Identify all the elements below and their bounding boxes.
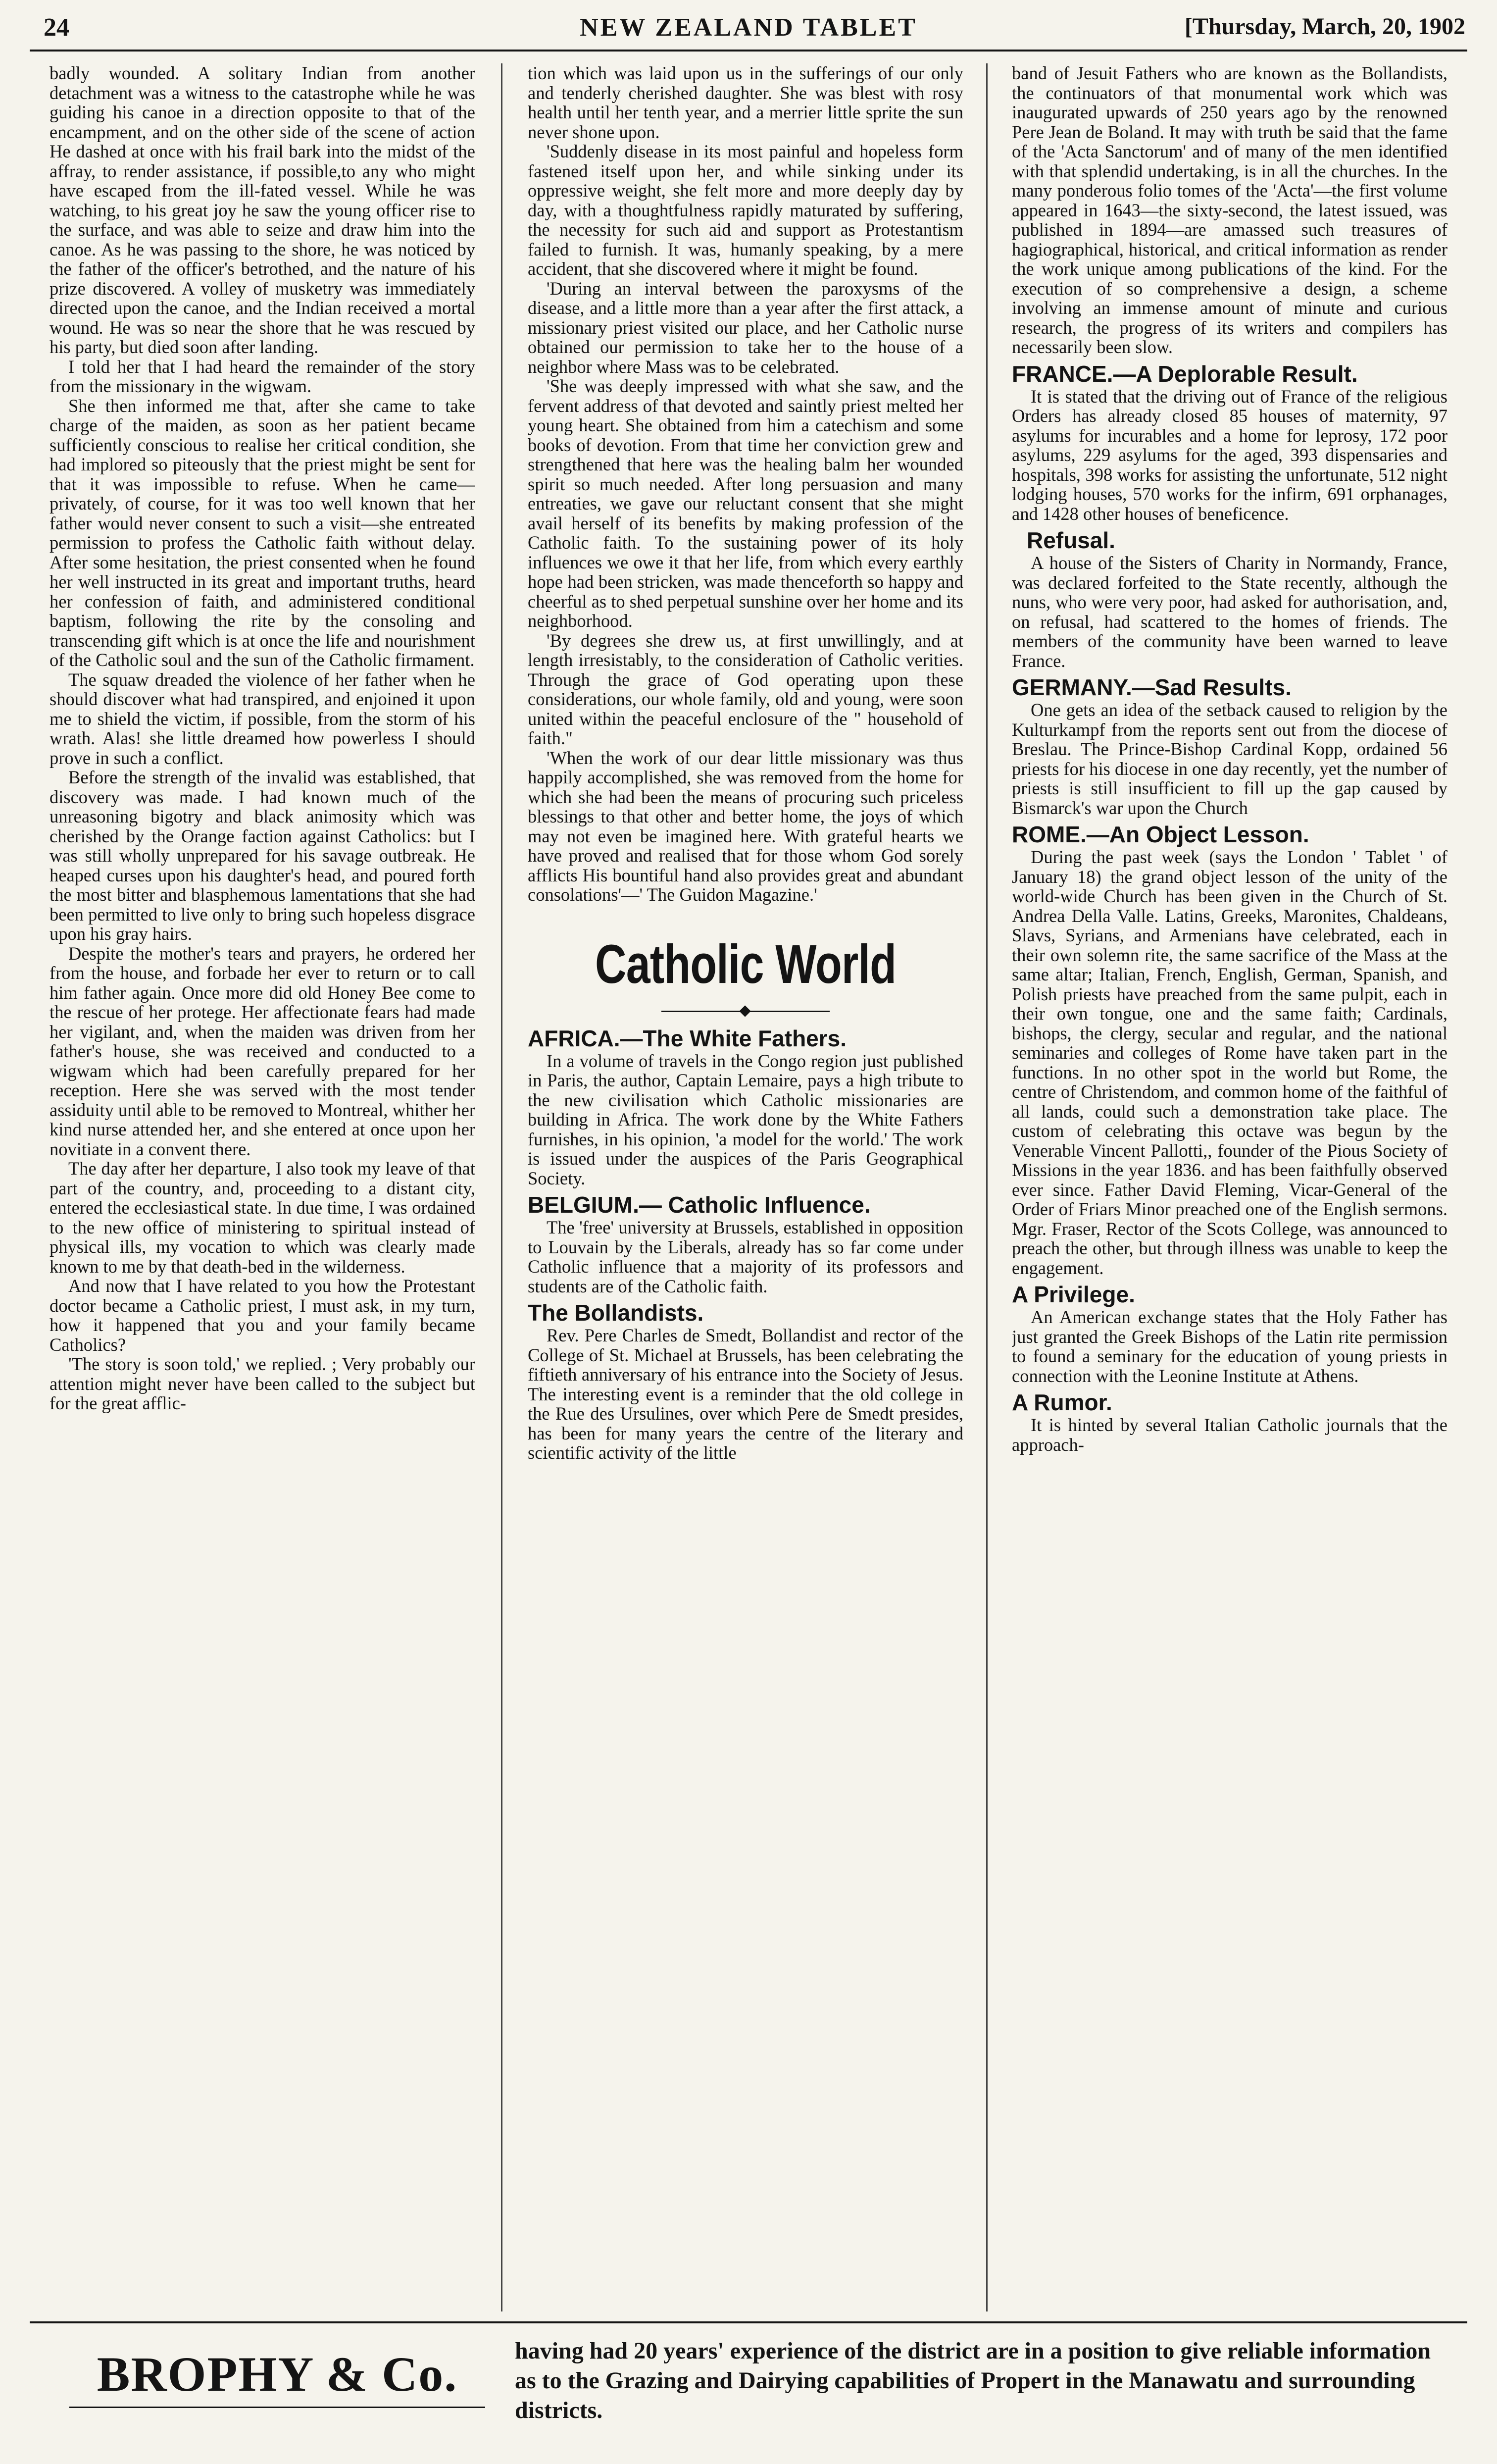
paragraph: The squaw dreaded the violence of her father when he should discover what had transpired, and enjoined it upon me to shield the victim, if possible, from the storm of his wrath. Alas! she little dreamed how powerless I should prove in such a conflict. — [50, 669, 475, 768]
paragraph: badly wounded. A solitary Indian from another detachment was a witness to the catastrophe while he was guiding his canoe in a direction opposite to that of the encampment, and on the other side of the scene of action He dashed at once with his frail bark into the midst of the affray, to render assistance, if possible,to any who might have escaped from the ill-fated vessel. While he was watching, to his great joy he saw the young officer rise to the surface, and was able to seize and draw him into the canoe. As he was passing to the shore, he was noticed by the father of the officer's betrothed, and the nature of his prize discovered. A volley of musketry was immediately directed upon the canoe, and the Indian received a mortal wound. He was so near the shore that he was rescued by his party, but died soon after landing. — [50, 63, 475, 357]
brand-underline — [69, 2407, 485, 2408]
header-rule — [30, 50, 1467, 51]
paragraph: tion which was laid upon us in the sufferings of our only and tenderly cherished daughter. She was blest with rosy health until her tenth year, and a merrier little sprite the sun never shone upon. — [528, 63, 963, 142]
article-body: Rev. Pere Charles de Smedt, Bollandist and rector of the College of St. Michael at Brussels, has been celebrating the fiftieth anniversary of his entrance into the Society of Jesus. The interesting event is a reminder that the old college in the Rue des Ursulines, over which Pere de Smedt presides, has been for many years the centre of the literary and scientific activity of the little — [528, 1325, 963, 1463]
paragraph: 'She was deeply impressed with what she saw, and the fervent address of that devoted and saintly priest melted her young heart. She obtained from him a catechism and some books of devotion. From that time her conviction grew and strengthened that here was the healing balm her wounded spirit so much needed. After long persuasion and many entreaties, we gave our reluctant consent that she might avail herself of its benefits by making profession of the Catholic faith. To the sustaining power of its holy influences we owe it that her life, from which every earthly hope had been stricken, was made thenceforth so happy and cheerful as to shed perpetual sunshine over her home and its neighborhood. — [528, 376, 963, 631]
article-body: An American exchange states that the Holy Father has just granted the Greek Bishops of the Latin rite permission to found a seminary for the education of young priests in connection with the Leonine Institute at Athens. — [1012, 1307, 1447, 1386]
paragraph: Before the strength of the invalid was established, that discovery was made. I had known much of the unreasoning bigotry and black animosity which was cherished by the Orange faction against Catholics: but I was still wholly unprepared for his savage outbreak. He heaped curses upon his daughter's head, and poured forth the most bitter and blasphemous lamentations that she had been permitted to live only to bring such hopeless disgrace upon his gray hairs. — [50, 767, 475, 944]
article-heading: A Privilege. — [1012, 1282, 1135, 1307]
article-body: One gets an idea of the setback caused to religion by the Kulturkampf from the reports sent out from the diocese of Breslau. The Prince-Bishop Cardinal Kopp, ordained 56 priests for his diocese in one day recently, yet the number of priests is still insufficient to fill up the gap caused by Bismarck's war upon the Church — [1012, 700, 1447, 818]
paragraph: band of Jesuit Fathers who are known as the Bollandists, the continuators of that monumental work which was inaugurated upwards of 250 years ago by the renowned Pere Jean de Boland. It may with truth be said that the fame of the 'Acta Sanctorum' and of many of the men identified with that splendid undertaking, is in all the churches. In the many ponderous folio tomes of the 'Acta'—the first volume appeared in 1643—the sixty-second, the latest issued, was published in 1894—are amassed such treasures of hagiographical, historical, and critical information as render the work unique among publications of the kind. For the execution of so comprehensive a design, a scheme involving an immense amount of minute and curious research, the progress of its writers and compilers has necessarily been slow. — [1012, 63, 1447, 357]
advert-brand: BROPHY & Co. — [97, 2347, 458, 2402]
column-2 — [528, 63, 963, 2307]
paragraph: 'By degrees she drew us, at first unwillingly, and at length irresistably, to the consideration of Catholic verities. Through the grace of God operating upon these considerations, our whole family, old and young, were soon united within the peaceful enclosure of the " household of faith." — [528, 630, 963, 748]
paragraph: 'When the work of our dear little missionary was thus happily accomplished, she was removed from the home for which she had been the means of procuring such priceless blessings to that other and better home, the joys of which may not even be imagined here. With grateful hearts we have proved and realised that for those whom God sorely afflicts His bountiful hand also provides great and abundant consolations'—' The Guidon Magazine.' — [528, 747, 963, 905]
advert-text: having had 20 years' experience of the district are in a position to give reliable information as to the Grazing and Dairying capabilities of Propert in the Manawatu and surrounding districts. — [515, 2338, 1431, 2423]
page-number: 24 — [44, 13, 69, 42]
article-heading: BELGIUM.— Catholic Influence. — [528, 1192, 871, 1218]
paragraph: She then informed me that, after she came to take charge of the maiden, as soon as her patient became sufficiently conscious to realise her critical condition, she had implored so piteously that the priest might be sent for that it was impossible to refuse. When he came—privately, of course, for it was too well known that her father would never consent to such a visit—she entreated permission to profess the Catholic faith without delay. After some hesitation, the priest consented when he found her well instructed in its great and important truths, heard her confession of faith, and administered conditional baptism, following the rite by the consoling and transcending gift which is at once the life and nourishment of the Catholic soul and the sun of the Catholic firmament. — [50, 395, 475, 670]
article-body: In a volume of travels in the Congo region just published in Paris, the author, Captain Lemaire, pays a high tribute to the new civilisation which Catholic missionaries are building in Africa. The work done by the White Fathers furnishes, in his opinion, 'a model for the world.' The work is issued under the auspices of the Paris Geographical Society. — [528, 1050, 963, 1188]
article-body: The 'free' university at Brussels, established in opposition to Louvain by the Liberals, already has so far come under Catholic influence that a majority of its professors and students are of the Catholic faith. — [528, 1217, 963, 1296]
paragraph: 'During an interval between the paroxysms of the disease, and a little more than a year after the first attack, a missionary priest visited our place, and her Catholic nurse obtained our permission to take her to the house of a neighbor where Mass was to be celebrated. — [528, 278, 963, 377]
ornament-divider — [661, 1006, 830, 1017]
section-title: Catholic World — [595, 933, 897, 995]
column-1 — [50, 63, 475, 2307]
column-divider — [501, 63, 502, 2311]
article-heading: Refusal. — [1027, 527, 1115, 553]
advert-rule — [30, 2321, 1467, 2323]
paragraph: And now that I have related to you how the Protestant doctor became a Catholic priest, I must ask, in my turn, how it happened that you and your family became Catholics? — [50, 1276, 475, 1355]
paragraph: 'The story is soon told,' we replied. ; Very probably our attention might never have been called to the subject but for the great afflic- — [50, 1354, 475, 1413]
article-body: During the past week (says the London ' Tablet ' of January 18) the grand object lesson of the unity of the world-wide Church has been given in the Church of St. Andrea Della Valle. Latins, Greeks, Maronites, Chaldeans, Slavs, Syrians, and Armenians have celebrated, each in their own solemn rite, the same sacrifice of the Mass at the same altar; Italian, French, English, German, Spanish, and Polish priests have preached from the same pulpit, each in their own tongue, one and the same faith; Cardinals, bishops, the clergy, secular and regular, and the national seminaries and colleges of Rome have taken part in the functions. In no other spot in the world but Rome, the centre of Christendom, and common home of the faithful of all lands, could such a demonstration take place. The custom of celebrating this octave was begun by the Venerable Vincent Pallotti,, founder of the Pious Society of Missions in the year 1836. and has been faithfully observed ever since. Father David Fleming, Vicar-General of the Order of Friars Minor preached one of the English sermons. Mgr. Fraser, Rector of the Scots College, was announced to preach the other, but through illness was unable to keep the engagement. — [1012, 847, 1447, 1278]
column-3 — [1012, 63, 1447, 2307]
paragraph: I told her that I had heard the remainder of the story from the missionary in the wigwam. — [50, 356, 475, 396]
article-heading: FRANCE.—A Deplorable Result. — [1012, 360, 1358, 387]
section-banner — [528, 932, 963, 1017]
article-heading: The Bollandists. — [528, 1300, 704, 1326]
advertisement — [30, 2327, 1467, 2446]
article-body: A house of the Sisters of Charity in Normandy, France, was declared forfeited to the State recently, although the nuns, who were very poor, had asked for authorisation, and, on refusal, had scattered to the homes of friends. The members of the community have been warned to leave France. — [1012, 553, 1447, 671]
article-heading: AFRICA.—The White Fathers. — [528, 1025, 847, 1051]
article-heading: ROME.—An Object Lesson. — [1012, 821, 1309, 847]
paragraph: The day after her departure, I also took my leave of that part of the country, and, proceeding to a distant city, entered the ecclesiastical state. In due time, I was ordained to the new office of ministering to spiritual instead of physical ills, my vocation to which was clearly made known to me by that death-bed in the wilderness. — [50, 1158, 475, 1277]
article-body: It is stated that the driving out of France of the religious Orders has already closed 85 houses of maternity, 97 asylums for incurables and a home for leprosy, 172 poor asylums, 229 asylums for the aged, 393 dispensaries and hospitals, 398 works for assisting the unfortunate, 512 night lodging houses, 570 works for the infirm, 691 orphanages, and 1428 other houses of beneficence. — [1012, 386, 1447, 524]
article-body: It is hinted by several Italian Catholic journals that the approach- — [1012, 1415, 1447, 1455]
issue-date: [Thursday, March, 20, 1902 — [1184, 13, 1465, 40]
article-heading: A Rumor. — [1012, 1389, 1112, 1415]
paragraph: Despite the mother's tears and prayers, he ordered her from the house, and forbade her ever to return or to call him father again. Once more did old Honey Bee come to the rescue of her protege. Her affectionate fears had made her vigilant, and, when the maiden was driven from her father's house, she was received and conducted to a wigwam which had been carefully prepared for her reception. Here she was served with the most tender assiduity until able to be removed to Montreal, whither her kind nurse attended her, and she entered at once upon her novitiate in a convent there. — [50, 943, 475, 1159]
masthead-title: NEW ZEALAND TABLET — [580, 13, 917, 42]
paragraph: 'Suddenly disease in its most painful and hopeless form fastened itself upon her, and while sinking under its oppressive weight, she felt more and more deeply day by day, with a thoughtfulness rapidly maturated by suffering, the necessity for such aid and support as Protestantism failed to furnish. It was, humanly speaking, by a mere accident, that she discovered where it might be found. — [528, 141, 963, 279]
page-header — [30, 11, 1467, 46]
article-heading: GERMANY.—Sad Results. — [1012, 674, 1292, 700]
column-divider — [986, 63, 988, 2311]
